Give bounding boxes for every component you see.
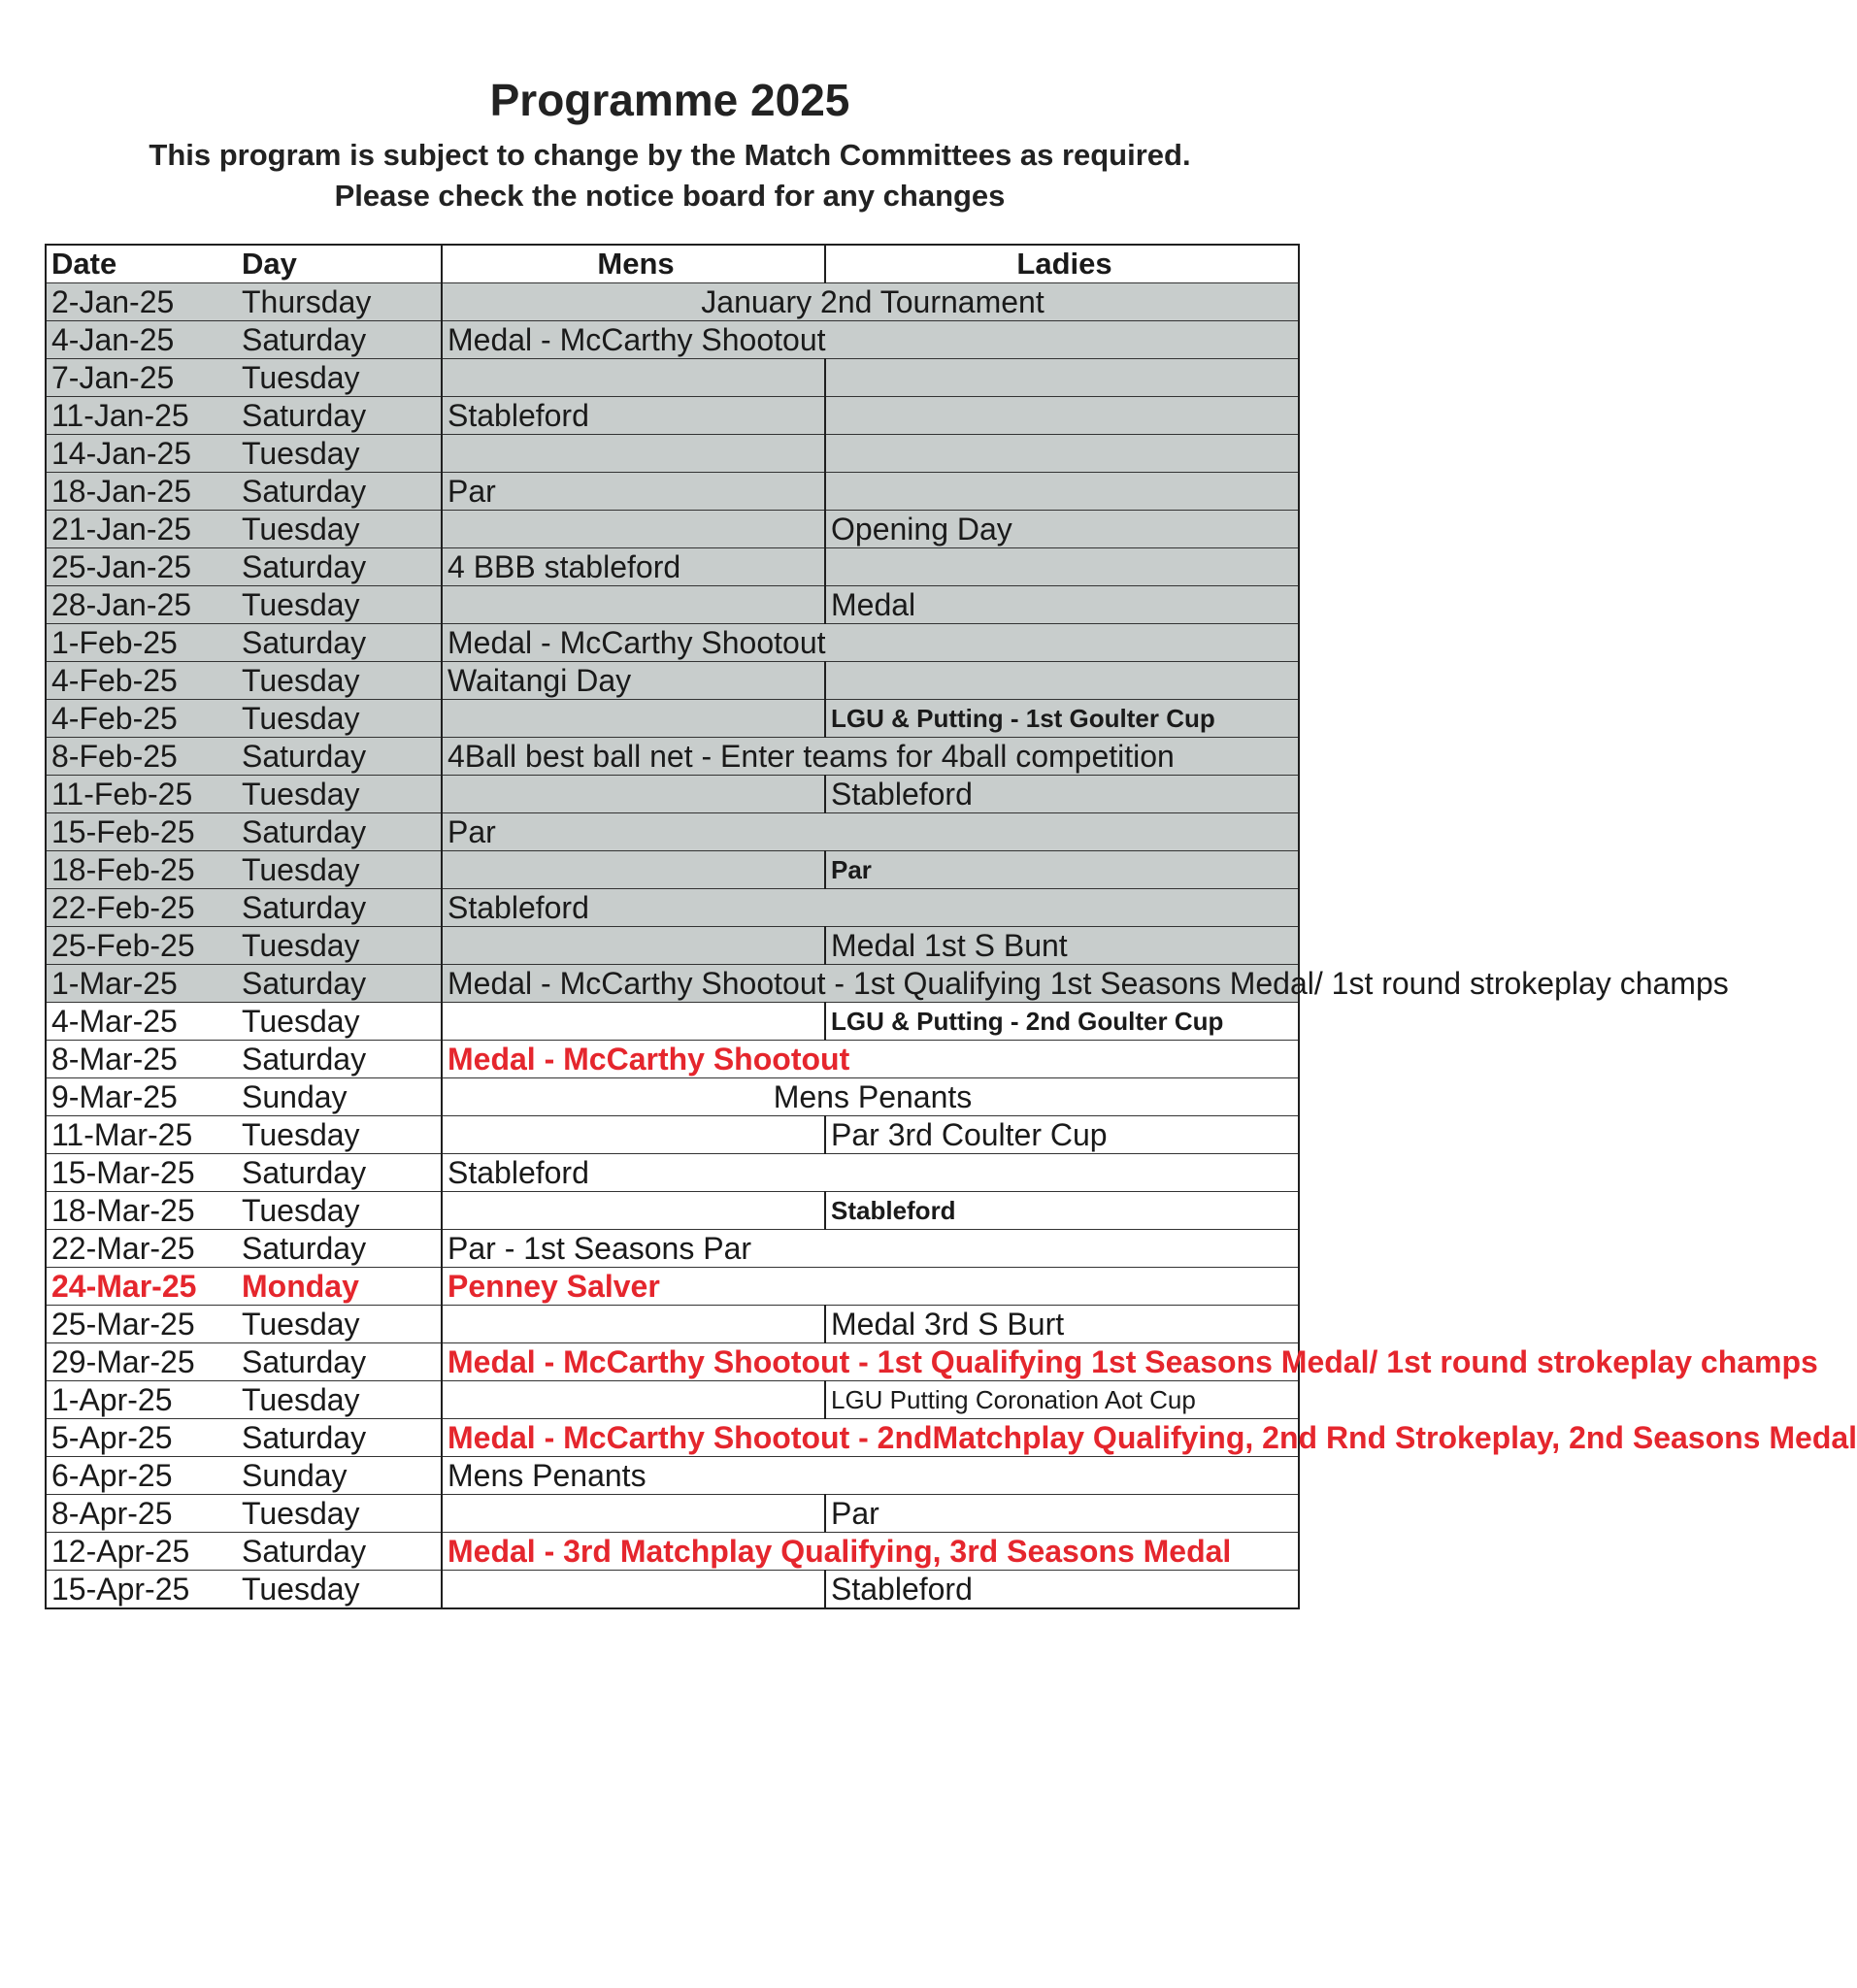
row-day: Tuesday — [242, 1116, 442, 1154]
row-date: 25-Feb-25 — [46, 927, 242, 965]
row-mens — [442, 1495, 825, 1533]
row-mens — [442, 1306, 825, 1343]
row-day: Saturday — [242, 1154, 442, 1192]
row-day: Tuesday — [242, 776, 442, 813]
row-mens — [442, 359, 825, 397]
row-day: Tuesday — [242, 1306, 442, 1343]
row-date: 1-Mar-25 — [46, 965, 242, 1003]
row-mens — [442, 851, 825, 889]
table-row — [46, 397, 1299, 435]
row-date: 29-Mar-25 — [46, 1343, 242, 1381]
header-day: Day — [242, 245, 442, 283]
header-ladies: Ladies — [825, 245, 1299, 283]
row-ladies: Par 3rd Coulter Cup — [825, 1116, 1299, 1154]
page-title: Programme 2025 — [489, 75, 850, 125]
row-ladies: Medal 1st S Bunt — [825, 927, 1299, 965]
row-mens — [442, 586, 825, 624]
row-date: 1-Apr-25 — [46, 1381, 242, 1419]
row-date: 6-Apr-25 — [46, 1457, 242, 1495]
row-day: Saturday — [242, 1419, 442, 1457]
table-row — [46, 738, 1299, 776]
row-date: 11-Mar-25 — [46, 1116, 242, 1154]
row-date: 22-Feb-25 — [46, 889, 242, 927]
row-day: Saturday — [242, 1343, 442, 1381]
table-row — [46, 1343, 1299, 1381]
table-row — [46, 1003, 1299, 1041]
row-day: Saturday — [242, 1230, 442, 1268]
row-date: 4-Feb-25 — [46, 662, 242, 700]
row-ladies: Medal — [825, 586, 1299, 624]
row-date: 24-Mar-25 — [46, 1268, 242, 1306]
row-date: 15-Apr-25 — [46, 1571, 242, 1609]
table-row — [46, 435, 1299, 473]
row-mens: Medal - McCarthy Shootout - 2ndMatchplay Qualifying, 2nd Rnd Strokeplay, 2nd Seasons Medal — [442, 1419, 1299, 1457]
row-date: 8-Mar-25 — [46, 1041, 242, 1078]
row-date: 4-Mar-25 — [46, 1003, 242, 1041]
row-day: Saturday — [242, 1041, 442, 1078]
row-ladies: Stableford — [825, 776, 1299, 813]
row-day: Tuesday — [242, 1571, 442, 1609]
row-day: Sunday — [242, 1078, 442, 1116]
row-day: Tuesday — [242, 851, 442, 889]
row-mens: Medal - McCarthy Shootout - 1st Qualifying 1st Seasons Medal/ 1st round strokeplay champs — [442, 1343, 1299, 1381]
row-ladies: Stableford — [825, 1571, 1299, 1609]
row-ladies — [825, 662, 1299, 700]
row-day: Saturday — [242, 1533, 442, 1571]
row-day: Sunday — [242, 1457, 442, 1495]
row-mens — [442, 927, 825, 965]
table-row — [46, 1533, 1299, 1571]
row-day: Saturday — [242, 889, 442, 927]
row-mens — [442, 1571, 825, 1609]
table-row — [46, 662, 1299, 700]
row-ladies: Stableford — [825, 1192, 1299, 1230]
table-row — [46, 889, 1299, 927]
table-row — [46, 1116, 1299, 1154]
row-date: 12-Apr-25 — [46, 1533, 242, 1571]
row-date: 22-Mar-25 — [46, 1230, 242, 1268]
row-date: 18-Jan-25 — [46, 473, 242, 511]
row-mens: 4Ball best ball net - Enter teams for 4ball competition — [442, 738, 1299, 776]
row-ladies: LGU Putting Coronation Aot Cup — [825, 1381, 1299, 1419]
row-mens: Stableford — [442, 397, 825, 435]
row-day: Saturday — [242, 738, 442, 776]
row-mens: Medal - 3rd Matchplay Qualifying, 3rd Seasons Medal — [442, 1533, 1299, 1571]
row-mens — [442, 1192, 825, 1230]
row-ladies: LGU & Putting - 1st Goulter Cup — [825, 700, 1299, 738]
row-event: Mens Penants — [442, 1078, 1299, 1116]
row-event: January 2nd Tournament — [442, 283, 1299, 321]
table-row — [46, 700, 1299, 738]
table-row — [46, 624, 1299, 662]
table-row — [46, 1419, 1299, 1457]
row-date: 1-Feb-25 — [46, 624, 242, 662]
row-mens: Par — [442, 473, 825, 511]
header-date: Date — [46, 245, 242, 283]
subtitle-notice: This program is subject to change by the Match Committees as required. — [149, 138, 1191, 172]
row-ladies — [825, 435, 1299, 473]
row-date: 8-Apr-25 — [46, 1495, 242, 1533]
row-day: Tuesday — [242, 1003, 442, 1041]
table-row — [46, 1154, 1299, 1192]
row-mens — [442, 435, 825, 473]
row-day: Tuesday — [242, 1495, 442, 1533]
row-mens: 4 BBB stableford — [442, 548, 825, 586]
table-row — [46, 1457, 1299, 1495]
row-date: 11-Feb-25 — [46, 776, 242, 813]
row-date: 7-Jan-25 — [46, 359, 242, 397]
row-day: Saturday — [242, 397, 442, 435]
row-day: Saturday — [242, 548, 442, 586]
table-row — [46, 776, 1299, 813]
row-day: Tuesday — [242, 359, 442, 397]
table-row — [46, 1571, 1299, 1609]
row-ladies — [825, 397, 1299, 435]
row-day: Tuesday — [242, 662, 442, 700]
row-date: 25-Mar-25 — [46, 1306, 242, 1343]
row-day: Saturday — [242, 624, 442, 662]
row-day: Tuesday — [242, 700, 442, 738]
row-date: 18-Mar-25 — [46, 1192, 242, 1230]
row-date: 4-Feb-25 — [46, 700, 242, 738]
row-ladies: Opening Day — [825, 511, 1299, 548]
table-row — [46, 1192, 1299, 1230]
table-row — [46, 1268, 1299, 1306]
row-day: Saturday — [242, 813, 442, 851]
row-mens: Medal - McCarthy Shootout — [442, 624, 1299, 662]
table-row — [46, 548, 1299, 586]
row-date: 9-Mar-25 — [46, 1078, 242, 1116]
table-row — [46, 927, 1299, 965]
row-day: Tuesday — [242, 1192, 442, 1230]
table-row — [46, 473, 1299, 511]
row-day: Saturday — [242, 321, 442, 359]
row-mens: Medal - McCarthy Shootout — [442, 1041, 1299, 1078]
row-ladies: LGU & Putting - 2nd Goulter Cup — [825, 1003, 1299, 1041]
row-mens: Medal - McCarthy Shootout - 1st Qualifying 1st Seasons Medal/ 1st round strokeplay champs — [442, 965, 1299, 1003]
row-date: 8-Feb-25 — [46, 738, 242, 776]
row-day: Tuesday — [242, 586, 442, 624]
table-row — [46, 965, 1299, 1003]
row-date: 15-Mar-25 — [46, 1154, 242, 1192]
row-date: 2-Jan-25 — [46, 283, 242, 321]
row-mens — [442, 1116, 825, 1154]
row-mens — [442, 700, 825, 738]
header-mens: Mens — [442, 245, 825, 283]
table-row — [46, 511, 1299, 548]
row-ladies — [825, 473, 1299, 511]
row-ladies — [825, 548, 1299, 586]
row-day: Monday — [242, 1268, 442, 1306]
table-row — [46, 359, 1299, 397]
row-ladies: Par — [825, 1495, 1299, 1533]
row-mens: Mens Penants — [442, 1457, 1299, 1495]
row-day: Thursday — [242, 283, 442, 321]
table-row — [46, 1230, 1299, 1268]
row-mens — [442, 776, 825, 813]
row-mens — [442, 511, 825, 548]
row-mens: Penney Salver — [442, 1268, 1299, 1306]
row-mens: Par - 1st Seasons Par — [442, 1230, 1299, 1268]
row-mens: Stableford — [442, 1154, 1299, 1192]
row-mens: Stableford — [442, 889, 1299, 927]
table-row — [46, 586, 1299, 624]
table-row — [46, 1306, 1299, 1343]
row-day: Tuesday — [242, 1381, 442, 1419]
table-row — [46, 1041, 1299, 1078]
table-row — [46, 321, 1299, 359]
row-date: 4-Jan-25 — [46, 321, 242, 359]
row-mens: Waitangi Day — [442, 662, 825, 700]
row-date: 28-Jan-25 — [46, 586, 242, 624]
row-day: Tuesday — [242, 927, 442, 965]
table-row — [46, 1381, 1299, 1419]
row-date: 14-Jan-25 — [46, 435, 242, 473]
row-day: Saturday — [242, 473, 442, 511]
row-date: 25-Jan-25 — [46, 548, 242, 586]
row-date: 11-Jan-25 — [46, 397, 242, 435]
row-date: 5-Apr-25 — [46, 1419, 242, 1457]
row-mens: Par — [442, 813, 1299, 851]
row-day: Tuesday — [242, 511, 442, 548]
table-row — [46, 283, 1299, 321]
row-day: Tuesday — [242, 435, 442, 473]
row-ladies: Par — [825, 851, 1299, 889]
table-row — [46, 851, 1299, 889]
row-ladies: Medal 3rd S Burt — [825, 1306, 1299, 1343]
table-row — [46, 1495, 1299, 1533]
row-mens — [442, 1003, 825, 1041]
row-day: Saturday — [242, 965, 442, 1003]
row-ladies — [825, 359, 1299, 397]
row-mens: Medal - McCarthy Shootout — [442, 321, 1299, 359]
table-row — [46, 813, 1299, 851]
row-date: 15-Feb-25 — [46, 813, 242, 851]
row-date: 21-Jan-25 — [46, 511, 242, 548]
row-mens — [442, 1381, 825, 1419]
row-date: 18-Feb-25 — [46, 851, 242, 889]
table-row — [46, 1078, 1299, 1116]
subtitle-notice-board: Please check the notice board for any changes — [334, 179, 1006, 213]
table-header-row — [46, 245, 1299, 283]
programme-table — [45, 244, 1857, 1609]
